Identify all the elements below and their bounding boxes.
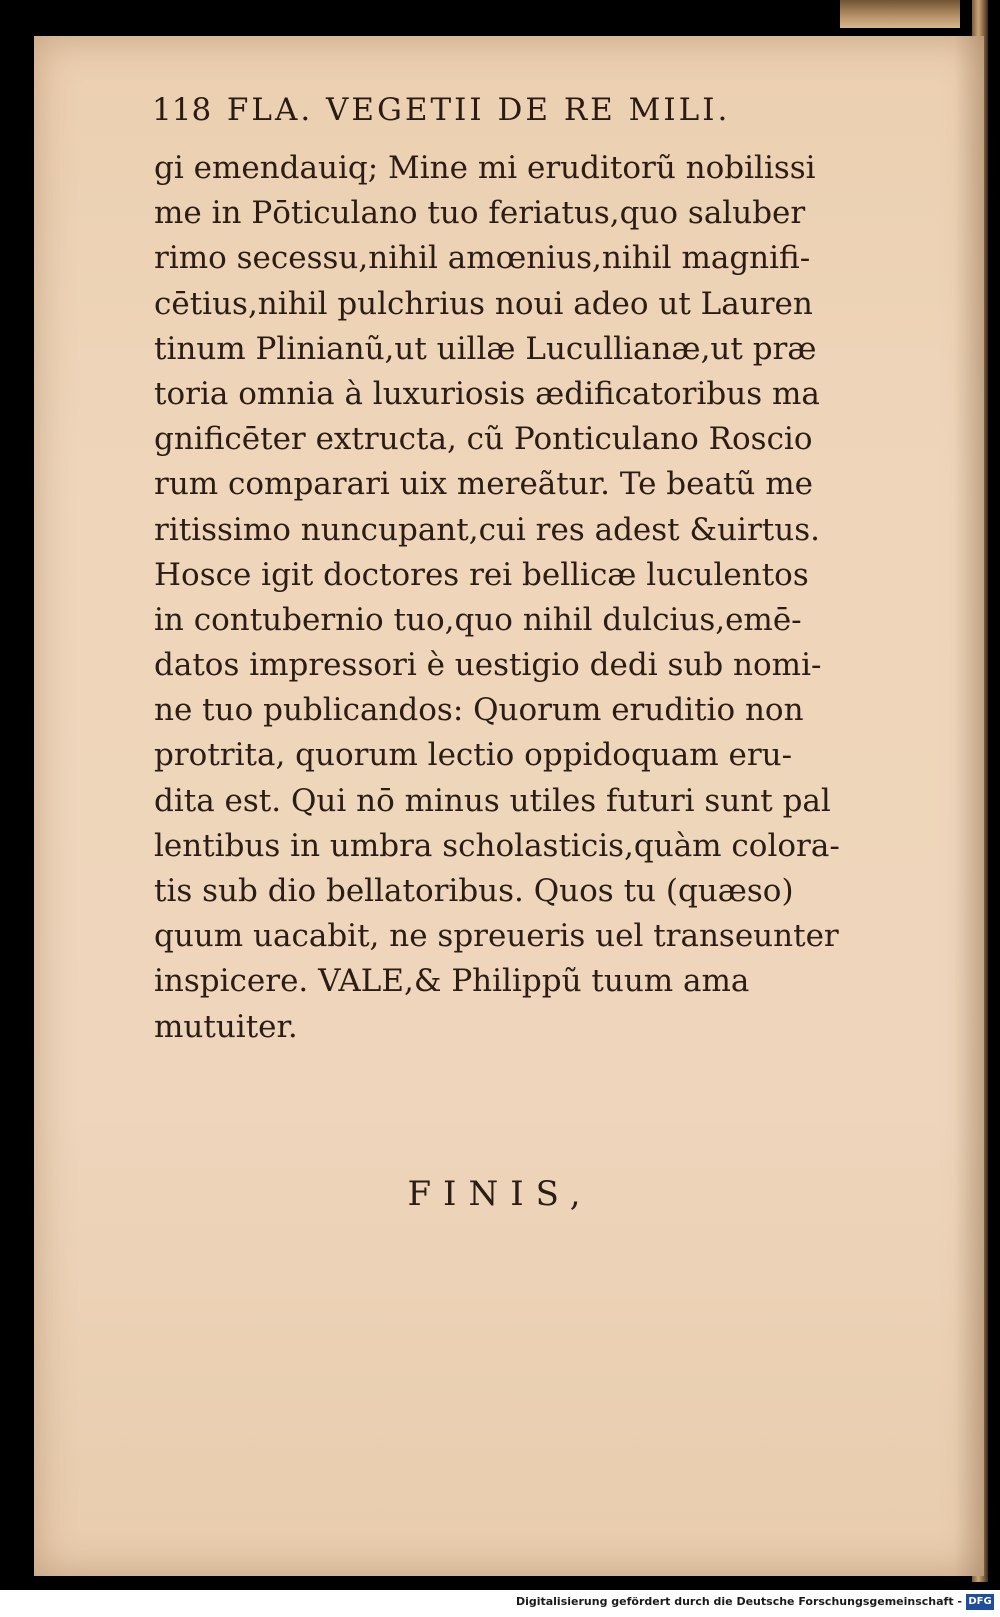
running-head (152, 92, 872, 128)
text-line: in contubernio tuo,quo nihil dulcius,emē- (154, 601, 802, 638)
body-text (154, 146, 870, 1050)
running-title: FLA. VEGETII DE RE MILI. (226, 92, 731, 128)
text-line: tinum Plinianũ,ut uillæ Lucullianæ,ut præ (154, 330, 817, 367)
text-line: me in Pōticulano tuo feriatus,quo saluber (154, 195, 806, 232)
text-line: gi emendauiq; Mine mi eruditorũ nobilissi (154, 150, 816, 186)
footer-band (0, 1590, 1000, 1617)
page-edge (840, 0, 960, 28)
text-line: datos impressori è uestigio dedi sub nomi- (154, 647, 822, 684)
text-line: protrita, quorum lectio oppidoquam eru- (154, 737, 793, 774)
funding-credit: Digitalisierung gefördert durch die Deutsche Forschungsgemeinschaft - (515, 1595, 962, 1608)
page-number: 118 (152, 92, 212, 128)
text-line: rimo secessu,nihil amœnius,nihil magnifi- (154, 240, 811, 277)
dfg-logo: DFG (966, 1594, 994, 1610)
text-line: lentibus in umbra scholasticis,quàm colora- (154, 827, 840, 864)
text-line: ne tuo publicandos: Quorum eruditio non (154, 692, 804, 729)
text-line: cētius,nihil pulchrius noui adeo ut Lauren (154, 285, 813, 322)
text-line: Hosce igit doctores rei bellicæ luculentos (154, 556, 809, 593)
text-line: mutuiter. (154, 1008, 298, 1045)
text-line: quum uacabit, ne spreueris uel transeunter (154, 918, 839, 955)
finis-colophon: FINIS, (407, 1174, 593, 1214)
text-line: ritissimo nuncupant,cui res adest &uirtus. (154, 511, 820, 548)
text-line: tis sub dio bellatoribus. Quos tu (quæso) (154, 873, 794, 909)
text-line: toria omnia à luxuriosis ædificatoribus ma (154, 375, 820, 412)
text-line: gnificēter extructa, cũ Ponticulano Roscio (154, 421, 813, 458)
text-line: dita est. Qui nō minus utiles futuri sunt pal (154, 782, 831, 819)
text-line: inspicere. VALE,& Philippũ tuum ama (154, 963, 750, 1000)
text-line: rum comparari uix mereãtur. Te beatũ me (154, 466, 813, 503)
